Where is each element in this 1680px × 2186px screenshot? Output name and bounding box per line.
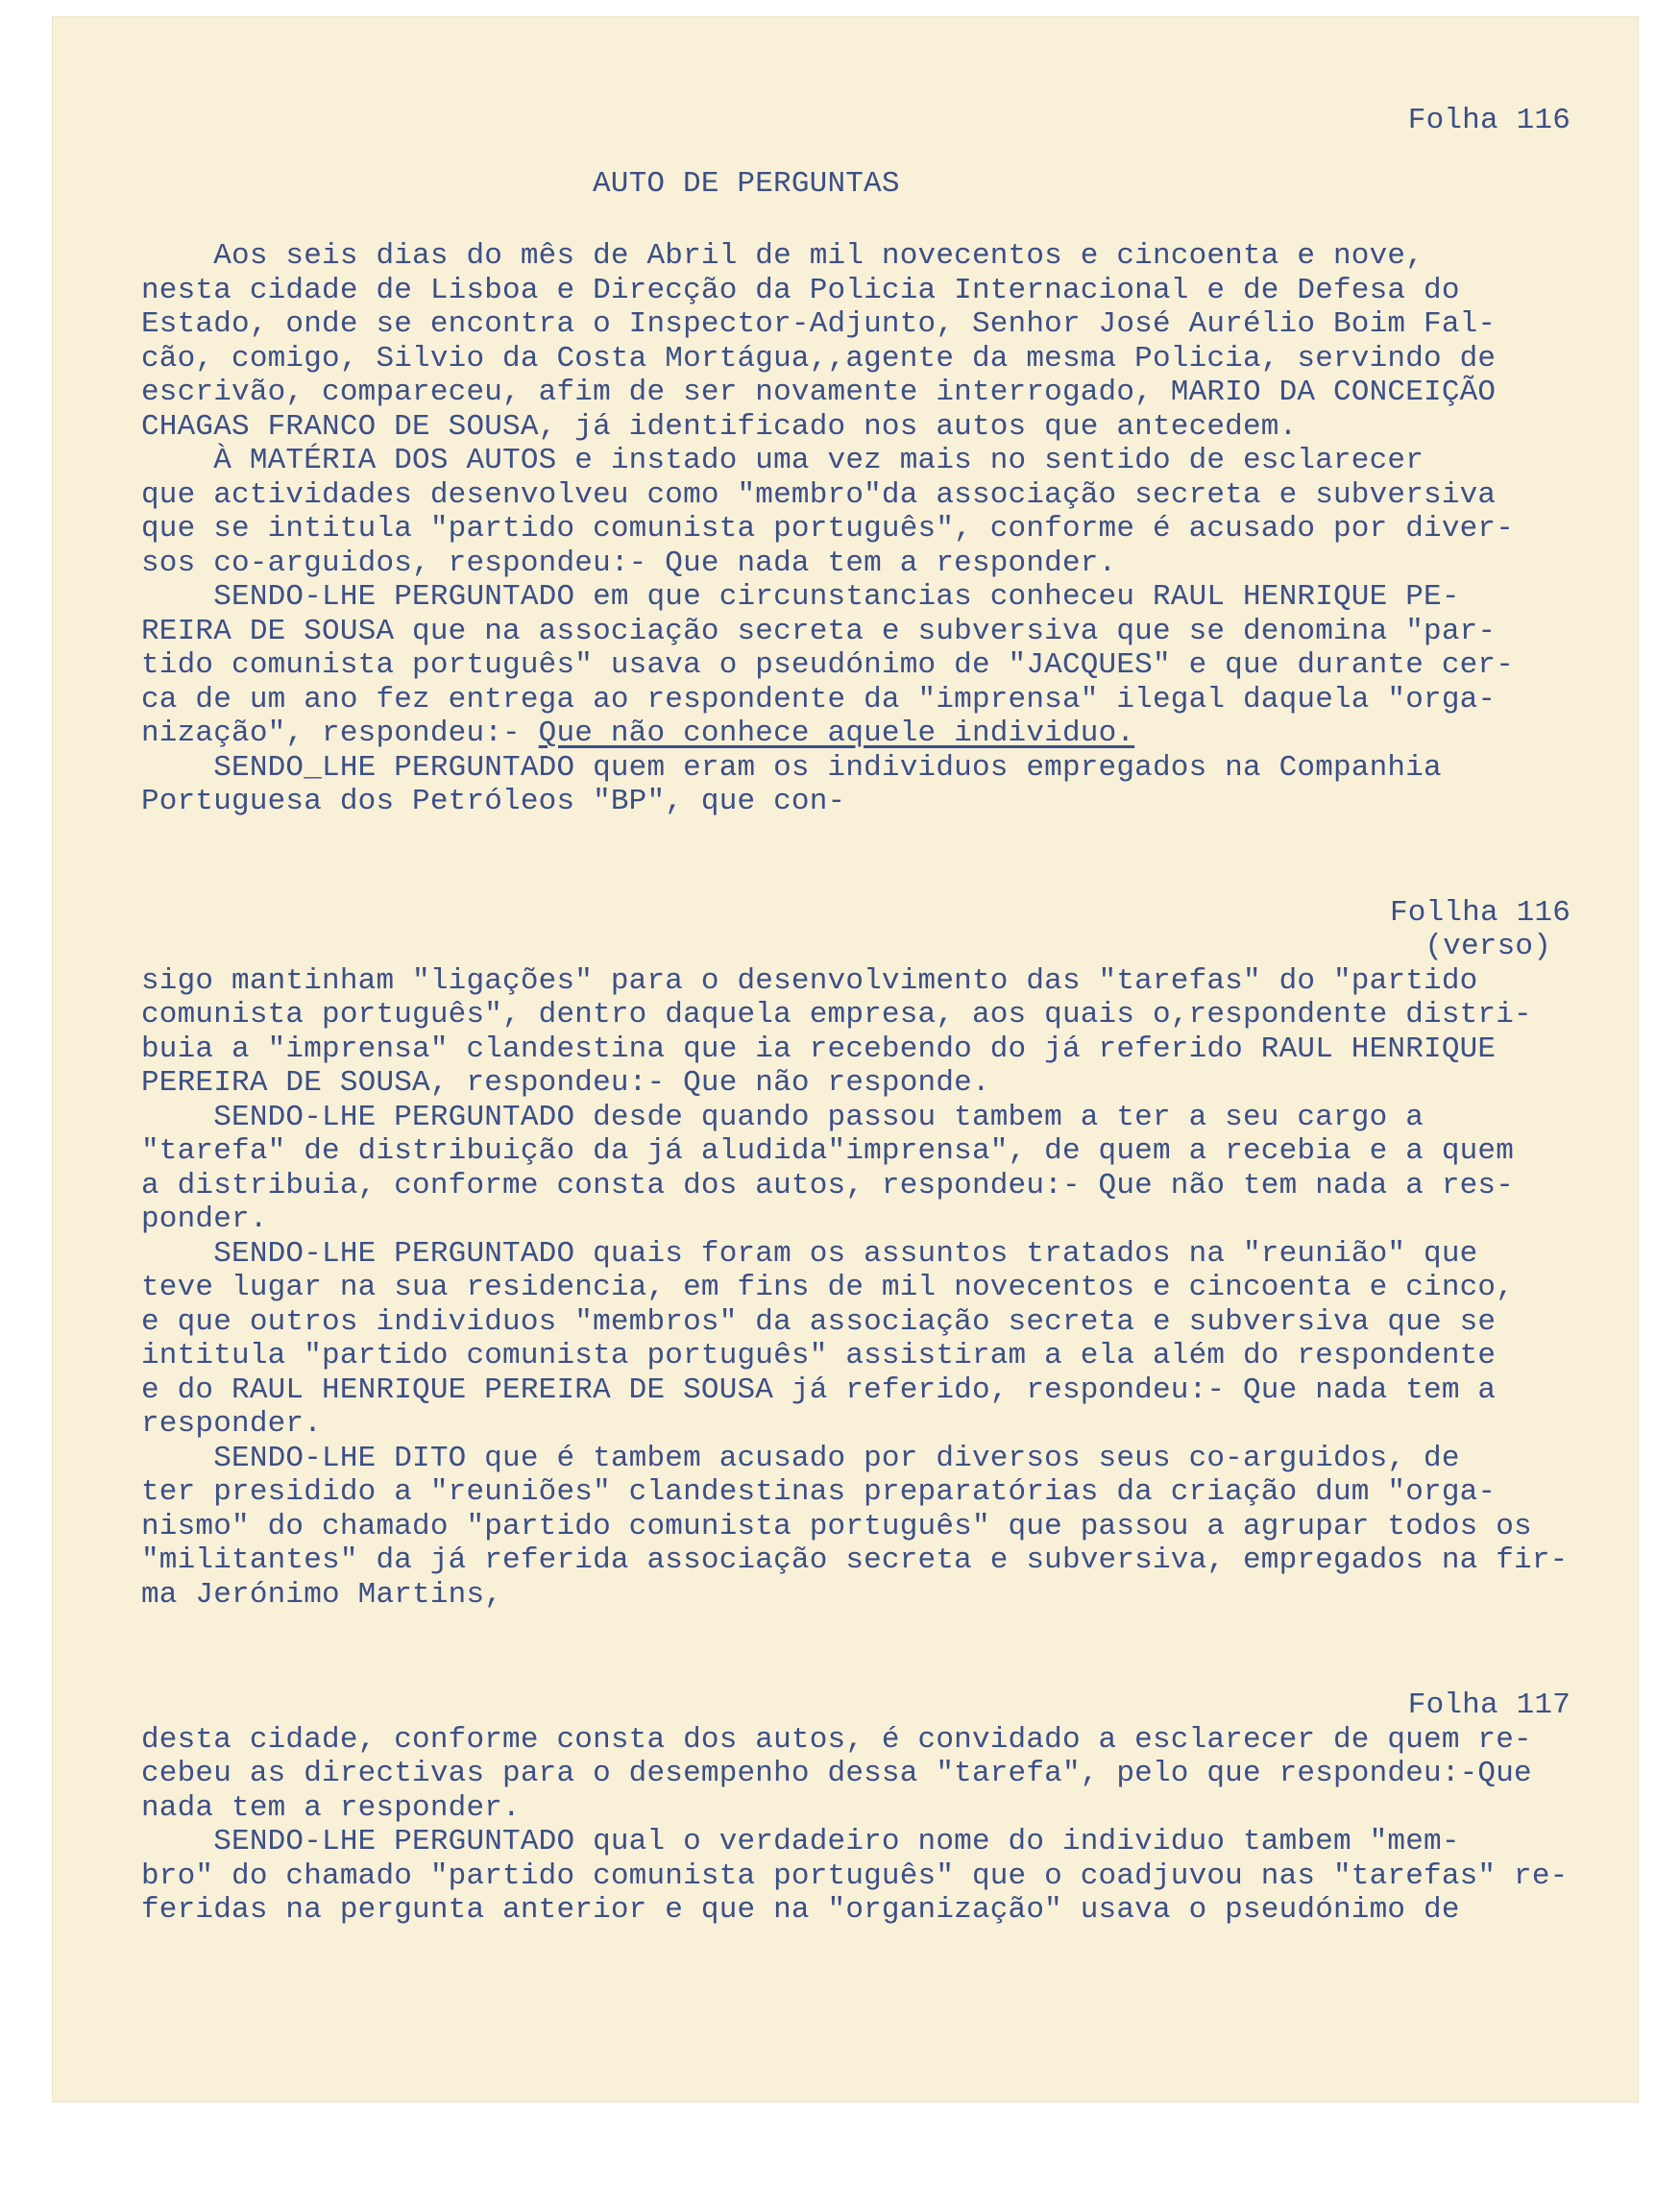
page1-line: cão, comigo, Silvio da Costa Mortágua,,agente da mesma Policia, servindo de <box>141 341 1497 376</box>
underlined-answer: Que não conhece aquele individuo. <box>538 717 1135 750</box>
page2-line: ter presidido a "reuniões" clandestinas preparatórias da criação dum "orga- <box>141 1475 1497 1509</box>
page2-line: e que outros individuos "membros" da associação secreta e subversiva que se <box>141 1304 1497 1339</box>
page1-line: SENDO-LHE PERGUNTADO em que circunstancias conheceu RAUL HENRIQUE PE- <box>141 580 1460 614</box>
page2-line: SENDO-LHE DITO que é tambem acusado por diversos seus co-arguidos, de <box>141 1441 1460 1475</box>
typewritten-text <box>141 104 1640 1928</box>
page2-line: PEREIRA DE SOUSA, respondeu:- Que não responde. <box>141 1066 990 1100</box>
page3-line: bro" do chamado "partido comunista português" que o coadjuvou nas "tarefas" re- <box>141 1858 1569 1893</box>
page1-line: Aos seis dias do mês de Abril de mil novecentos e cincoenta e nove, <box>141 239 1424 273</box>
page2-line: teve lugar na sua residencia, em fins de mil novecentos e cincoenta e cinco, <box>141 1271 1515 1304</box>
page2-line: buia a "imprensa" clandestina que ia recebendo do já referido RAUL HENRIQUE <box>141 1032 1497 1066</box>
page2-line: "militantes" da já referida associação secreta e subversiva, empregados na fir- <box>141 1543 1569 1577</box>
page1-line: Portuguesa dos Petróleos "BP", que con- <box>141 785 846 818</box>
page1-line: ca de um ano fez entrega ao respondente da "imprensa" ilegal daquela "orga- <box>141 682 1497 717</box>
page1-line: que actividades desenvolveu como "membro"da associação secreta e subversiva <box>141 477 1497 512</box>
line-prefix: nização", respondeu:- <box>141 717 539 750</box>
page1-line-underlined <box>141 717 1640 751</box>
page1-line: CHAGAS FRANCO DE SOUSA, já identificado nos autos que antecedem. <box>141 409 1298 444</box>
page2-line: SENDO-LHE PERGUNTADO desde quando passou tambem a ter a seu cargo a <box>141 1100 1424 1134</box>
page2-line: e do RAUL HENRIQUE PEREIRA DE SOUSA já referido, respondeu:- Que nada tem a <box>141 1372 1497 1407</box>
page1-line: nesta cidade de Lisboa e Direcção da Policia Internacional e de Defesa do <box>141 273 1460 307</box>
page2-line: ponder. <box>141 1202 268 1236</box>
page3-line: desta cidade, conforme consta dos autos, é convidado a esclarecer de quem re- <box>141 1722 1532 1757</box>
page1-line: SENDO_LHE PERGUNTADO quem eram os individuos empregados na Companhia <box>141 750 1442 785</box>
page1-line: sos co-arguidos, respondeu:- Que nada tem a responder. <box>141 546 1117 580</box>
page2-line: "tarefa" de distribuição da já aludida"imprensa", de quem a recebia e a quem <box>141 1134 1515 1168</box>
folio-117: Folha 117 <box>1407 1688 1570 1722</box>
page1-line: Estado, onde se encontra o Inspector-Adjunto, Senhor José Aurélio Boim Fal- <box>141 307 1497 341</box>
document-sheet <box>53 17 1638 2101</box>
page1-line: tido comunista português" usava o pseudónimo de "JACQUES" e que durante cer- <box>141 648 1515 682</box>
page1-line: À MATÉRIA DOS AUTOS e instado uma vez mais no sentido de esclarecer <box>141 444 1424 477</box>
page1-line: REIRA DE SOUSA que na associação secreta e subversiva que se denomina "par- <box>141 614 1497 648</box>
document-title: AUTO DE PERGUNTAS <box>593 166 900 201</box>
page3-line: nada tem a responder. <box>141 1790 521 1825</box>
folio-verso-label: (verso) <box>1424 930 1551 963</box>
page3-line: SENDO-LHE PERGUNTADO qual o verdadeiro nome do individuo tambem "mem- <box>141 1825 1460 1858</box>
section-gap <box>141 819 1640 896</box>
page3-line: feridas na pergunta anterior e que na "organização" usava o pseudónimo de <box>141 1893 1460 1927</box>
folio-116-verso: Follha 116 <box>1389 895 1570 930</box>
page2-line: nismo" do chamado "partido comunista português" que passou a agrupar todos os <box>141 1509 1532 1543</box>
page2-line: ma Jerónimo Martins, <box>141 1577 503 1612</box>
page2-line: comunista português", dentro daquela empresa, aos quais o,respondente distri- <box>141 998 1532 1032</box>
page1-line: que se intitula "partido comunista português", conforme é acusado por diver- <box>141 512 1515 546</box>
folio-116: Folha 116 <box>1407 104 1570 137</box>
page2-line: intitula "partido comunista português" assistiram a ela além do respondente <box>141 1339 1497 1372</box>
section-gap <box>141 1612 1640 1688</box>
page2-line: sigo mantinham "ligações" para o desenvolvimento das "tarefas" do "partido <box>141 963 1478 998</box>
page1-line: escrivão, compareceu, afim de ser novamente interrogado, MARIO DA CONCEIÇÃO <box>141 376 1497 409</box>
page3-line: cebeu as directivas para o desempenho dessa "tarefa", pelo que respondeu:-Que <box>141 1757 1532 1790</box>
page2-line: SENDO-LHE PERGUNTADO quais foram os assuntos tratados na "reunião" que <box>141 1236 1478 1271</box>
page2-line: responder. <box>141 1407 323 1441</box>
page2-line: a distribuia, conforme consta dos autos, respondeu:- Que não tem nada a res- <box>141 1168 1515 1202</box>
